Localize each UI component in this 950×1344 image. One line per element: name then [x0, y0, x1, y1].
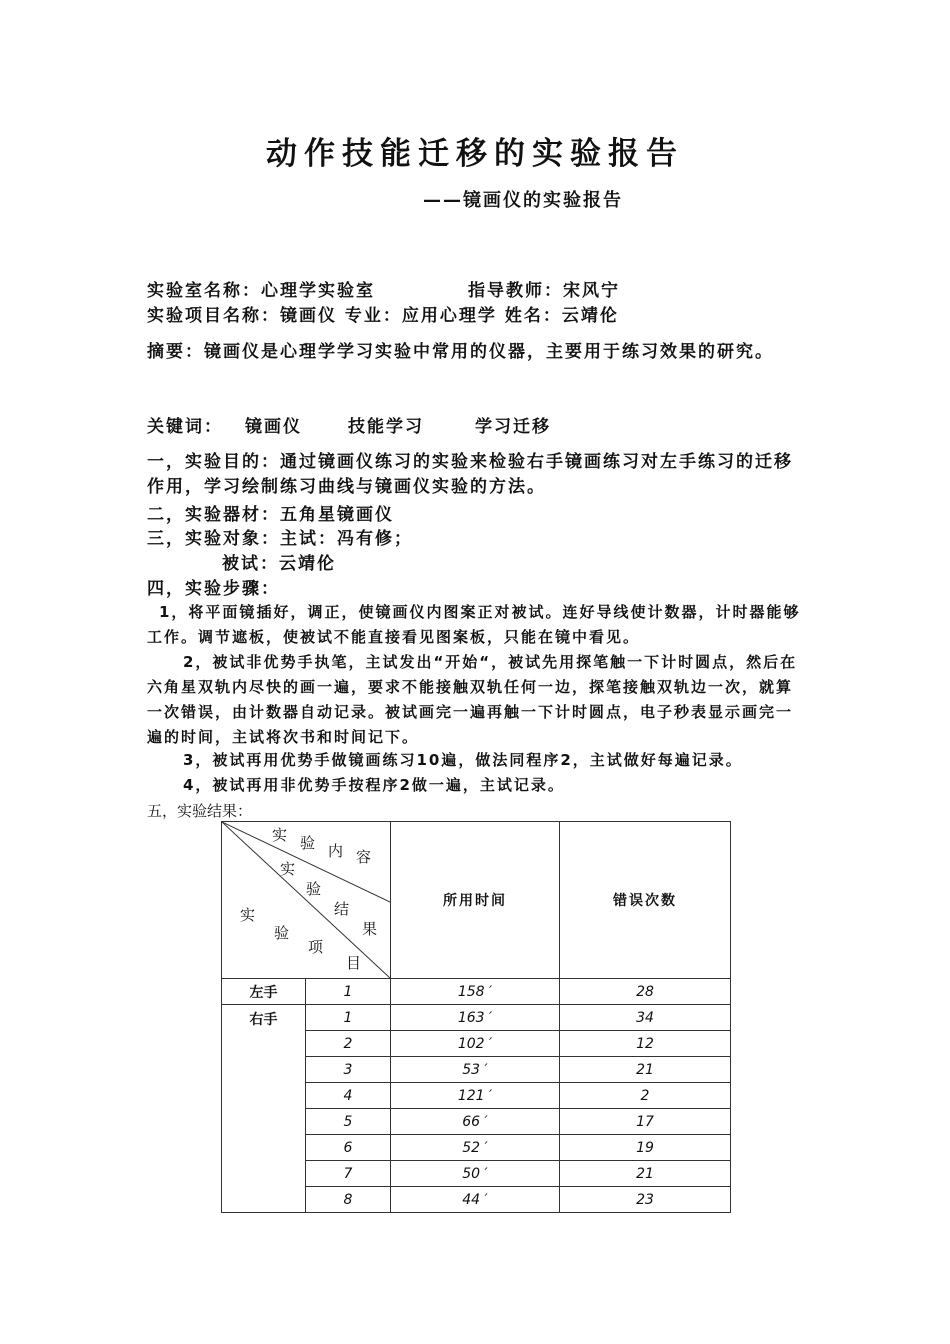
- trial-cell: 7: [306, 1161, 391, 1187]
- col-header-time: 所用时间: [391, 822, 560, 979]
- trial-cell: 8: [306, 1187, 391, 1213]
- trial-cell: 1: [306, 1005, 391, 1031]
- trial-cell: 2: [306, 1031, 391, 1057]
- report-subtitle: ——镜画仪的实验报告: [423, 190, 623, 211]
- section-purpose: 一，实验目的：通过镜画仪练习的实验来检验右手镜画练习对左手练习的迁移作用，学习绘制练习曲线与镜画仪实验的方法。: [147, 452, 793, 497]
- section-subjects: 三，实验对象：主试：冯有修；: [147, 529, 413, 549]
- diag-char: 目: [346, 954, 362, 972]
- time-cell: 52 ′: [391, 1135, 560, 1161]
- errors-cell: 21: [560, 1161, 731, 1187]
- trial-cell: 1: [306, 979, 391, 1005]
- diag-char: 验: [306, 880, 322, 898]
- errors-cell: 12: [560, 1031, 731, 1057]
- left-hand-label: 左手: [222, 979, 306, 1005]
- lab-name: 实验室名称：心理学实验室: [147, 281, 375, 301]
- time-cell: 121 ′: [391, 1083, 560, 1109]
- errors-cell: 19: [560, 1135, 731, 1161]
- time-cell: 50 ′: [391, 1161, 560, 1187]
- errors-cell: 17: [560, 1109, 731, 1135]
- errors-cell: 28: [560, 979, 731, 1005]
- diag-char: 实: [280, 860, 296, 878]
- time-cell: 158 ′: [391, 979, 560, 1005]
- trial-cell: 4: [306, 1083, 391, 1109]
- time-cell: 163 ′: [391, 1005, 560, 1031]
- keyword-3: 学习迁移: [475, 417, 551, 437]
- section-equipment: 二，实验器材：五角星镜画仪: [147, 505, 394, 525]
- step-3: 3，被试再用优势手做镜画练习10遍，做法同程序2，主试做好每遍记录。: [183, 751, 743, 769]
- errors-cell: 23: [560, 1187, 731, 1213]
- right-hand-label: 右手: [222, 1005, 306, 1213]
- table-row: [222, 1005, 731, 1031]
- diag-char: 项: [308, 938, 324, 956]
- table-row: [222, 979, 731, 1005]
- diag-char: 结: [334, 900, 350, 918]
- diag-char: 容: [356, 848, 372, 866]
- step-1: 1，将平面镜插好，调正，使镜画仪内图案正对被试。连好导线使计数器，计时器能够工作。调节遮板，使被试不能直接看见图案板，只能在镜中看见。: [147, 603, 801, 646]
- project-info: 实验项目名称：镜画仪 专业：应用心理学 姓名：云靖伦: [147, 306, 619, 326]
- trial-cell: 6: [306, 1135, 391, 1161]
- section-procedure: 四，实验步骤：: [147, 579, 280, 599]
- errors-cell: 2: [560, 1083, 731, 1109]
- trial-cell: 5: [306, 1109, 391, 1135]
- diag-char: 实: [272, 826, 288, 844]
- diag-char: 实: [240, 906, 256, 924]
- diag-char: 内: [328, 842, 344, 860]
- subject-name: 被试：云靖伦: [222, 554, 336, 574]
- trial-cell: 3: [306, 1057, 391, 1083]
- time-cell: 53 ′: [391, 1057, 560, 1083]
- time-cell: 44 ′: [391, 1187, 560, 1213]
- report-title: 动作技能迁移的实验报告: [266, 136, 684, 172]
- results-table: [221, 821, 731, 1213]
- keyword-1: 镜画仪: [245, 417, 302, 437]
- table-header-row: [222, 822, 731, 979]
- diagonal-header-cell: [222, 822, 391, 979]
- errors-cell: 21: [560, 1057, 731, 1083]
- time-cell: 102 ′: [391, 1031, 560, 1057]
- keyword-2: 技能学习: [348, 417, 424, 437]
- diag-char: 验: [274, 924, 290, 942]
- col-header-errors: 错误次数: [560, 822, 731, 979]
- time-cell: 66 ′: [391, 1109, 560, 1135]
- step-4: 4，被试再用非优势手按程序2做一遍，主试记录。: [183, 776, 565, 794]
- keywords-label: 关键词：: [147, 417, 223, 437]
- diag-char: 果: [362, 920, 378, 938]
- diag-char: 验: [300, 834, 316, 852]
- abstract: 摘要：镜画仪是心理学学习实验中常用的仪器，主要用于练习效果的研究。: [147, 342, 774, 362]
- step-2: 2，被试非优势手执笔，主试发出“开始“，被试先用探笔触一下计时圆点，然后在六角星双轨内尽快的画一遍，要求不能接触双轨任何一边，探笔接触双轨边一次，就算一次错误，由计数器自动记录。被试画完一遍再触一下计时圆点，电子秒表显示画完一遍的时间，主试将次书和时间记下。: [147, 653, 798, 746]
- instructor: 指导教师：宋风宁: [468, 281, 620, 301]
- errors-cell: 34: [560, 1005, 731, 1031]
- section-results: 五，实验结果：: [147, 802, 253, 820]
